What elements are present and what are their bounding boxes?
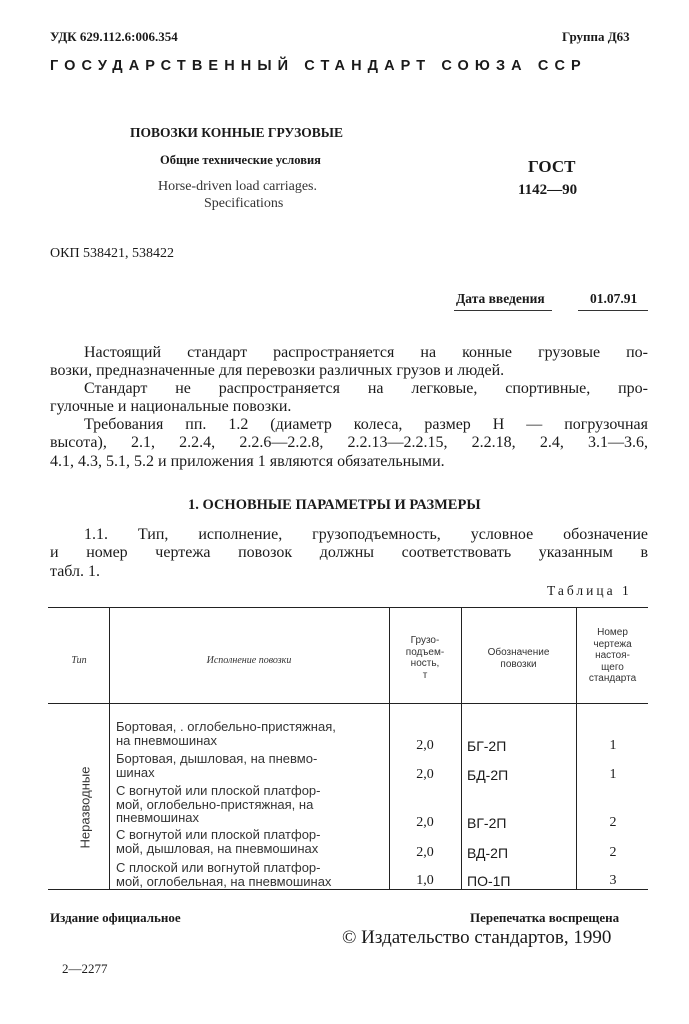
header-line: щего xyxy=(601,661,624,673)
cell-capacity: 2,0 xyxy=(416,815,434,830)
cell-drawing-number: 3 xyxy=(609,873,617,888)
cell-execution: мой, оглобельно-пристяжная, на xyxy=(116,796,314,812)
header-capacity xyxy=(390,635,460,681)
header-line: Обозначение xyxy=(487,647,550,658)
cell-drawing-number: 2 xyxy=(609,845,617,860)
table-row xyxy=(116,752,384,779)
paragraph-line: Стандарт не распространяется на легковые, спортивные, про- xyxy=(84,380,648,397)
document-subtitle: Общие технические условия xyxy=(160,153,321,167)
cell-execution: пневмошинах xyxy=(116,810,199,825)
table-header-rule xyxy=(48,703,648,704)
cell-execution: Бортовая, . оглобельно-пристяжная, xyxy=(116,719,336,734)
cell-execution: мой, дышловая, на пневмошинах xyxy=(116,840,319,856)
cell-capacity: 2,0 xyxy=(416,767,434,782)
udk-code: УДК 629.112.6:006.354 xyxy=(50,29,178,44)
paragraph-line: высота), 2.1, 2.2.4, 2.2.6—2.2.8, 2.2.13—2.2.15, 2.2.18, 2.4, 3.1—3.6, xyxy=(50,434,648,452)
cell-designation: ПО-1П xyxy=(467,873,511,889)
table-row xyxy=(116,828,384,855)
table-row xyxy=(116,861,384,888)
header-type: Тип xyxy=(71,655,87,666)
document-title: ПОВОЗКИ КОННЫЕ ГРУЗОВЫЕ xyxy=(130,125,344,140)
cell-execution: шинах xyxy=(116,764,155,780)
gost-label: ГОСТ xyxy=(528,157,576,176)
header-line: стандарта xyxy=(588,673,637,684)
paragraph-exclusions xyxy=(50,380,648,417)
english-title-line1: Horse-driven load carriages. xyxy=(158,179,317,194)
header-line: повозки xyxy=(500,658,537,670)
paragraph-line: возки, предназначенные для перевозки различных грузов и людей. xyxy=(50,362,505,380)
header-line: Номер xyxy=(597,627,628,638)
reprint-prohibited-note: Перепечатка воспрещена xyxy=(470,910,620,925)
gost-number: 1142—90 xyxy=(518,182,578,198)
paragraph-mandatory xyxy=(50,416,648,471)
header-line: подъем- xyxy=(405,646,445,658)
section-heading: 1. ОСНОВНЫЕ ПАРАМЕТРЫ И РАЗМЕРЫ xyxy=(188,497,481,513)
cell-drawing-number: 2 xyxy=(609,815,617,830)
header-designation xyxy=(462,647,575,670)
cell-designation: ВД-2П xyxy=(467,845,509,861)
date-underline xyxy=(454,310,552,311)
cell-capacity: 2,0 xyxy=(416,738,434,753)
table-caption: Таблица 1 xyxy=(547,583,632,598)
paragraph-line: 1.1. Тип, исполнение, грузоподъемность, условное обозначение xyxy=(84,526,648,543)
copyright-notice: © Издательство стандартов, 1990 xyxy=(342,927,612,948)
cell-drawing-number: 1 xyxy=(609,738,617,753)
cell-execution: Бортовая, дышловая, на пневмо- xyxy=(116,751,318,766)
cell-capacity: 2,0 xyxy=(416,845,434,860)
page-code: 2—2277 xyxy=(62,961,108,976)
table-top-rule xyxy=(48,607,648,608)
cell-execution: на пневмошинах xyxy=(116,732,217,748)
paragraph-scope xyxy=(50,344,648,381)
okp-code: ОКП 538421, 538422 xyxy=(50,246,175,261)
table-bottom-rule xyxy=(48,889,648,890)
type-label-rotated: Неразводные xyxy=(77,766,93,849)
cell-execution: С вогнутой или плоской платфор- xyxy=(116,783,321,798)
english-title-line2: Specifications xyxy=(204,196,284,211)
table-row xyxy=(116,784,384,825)
header-line: чертежа xyxy=(593,638,632,650)
paragraph-line: Требования пп. 1.2 (диаметр колеса, размер H — погрузочная xyxy=(84,416,648,433)
intro-date-label: Дата введения xyxy=(456,291,545,306)
intro-date-value: 01.07.91 xyxy=(590,291,638,306)
paragraph-line: табл. 1. xyxy=(50,562,101,580)
cell-designation: ВГ-2П xyxy=(467,815,507,831)
header-line: ность, xyxy=(410,658,440,669)
paragraph-line: гулочные и национальные повозки. xyxy=(50,398,292,416)
cell-execution: мой, оглобельная, на пневмошинах xyxy=(116,873,332,889)
group-code: Группа Д63 xyxy=(562,29,630,44)
date-value-underline xyxy=(578,310,648,311)
header-execution: Исполнение повозки xyxy=(206,655,292,666)
header-line: т xyxy=(422,669,428,681)
paragraph-1-1 xyxy=(50,526,648,581)
cell-designation: БД-2П xyxy=(467,767,509,783)
header-line: Грузо- xyxy=(410,635,440,646)
header-drawing-number xyxy=(577,627,648,685)
header-line: настоя- xyxy=(595,650,630,661)
table-column-divider xyxy=(109,607,110,889)
cell-capacity: 1,0 xyxy=(416,873,434,888)
table-row xyxy=(116,720,384,747)
cell-drawing-number: 1 xyxy=(609,767,617,782)
state-standard-banner: ГОСУДАРСТВЕННЫЙ СТАНДАРТ СОЮЗА ССР xyxy=(50,58,587,74)
paragraph-line: и номер чертежа повозок должны соответствовать указанным в xyxy=(50,544,648,562)
official-edition-note: Издание официальное xyxy=(50,910,181,925)
paragraph-line: 4.1, 4.3, 5.1, 5.2 и приложения 1 являются обязательными. xyxy=(50,452,445,470)
paragraph-line: Настоящий стандарт распространяется на конные грузовые по- xyxy=(84,344,648,361)
cell-execution: С плоской или вогнутой платфор- xyxy=(116,860,321,875)
cell-designation: БГ-2П xyxy=(467,738,507,754)
cell-execution: С вогнутой или плоской платфор- xyxy=(116,827,321,842)
